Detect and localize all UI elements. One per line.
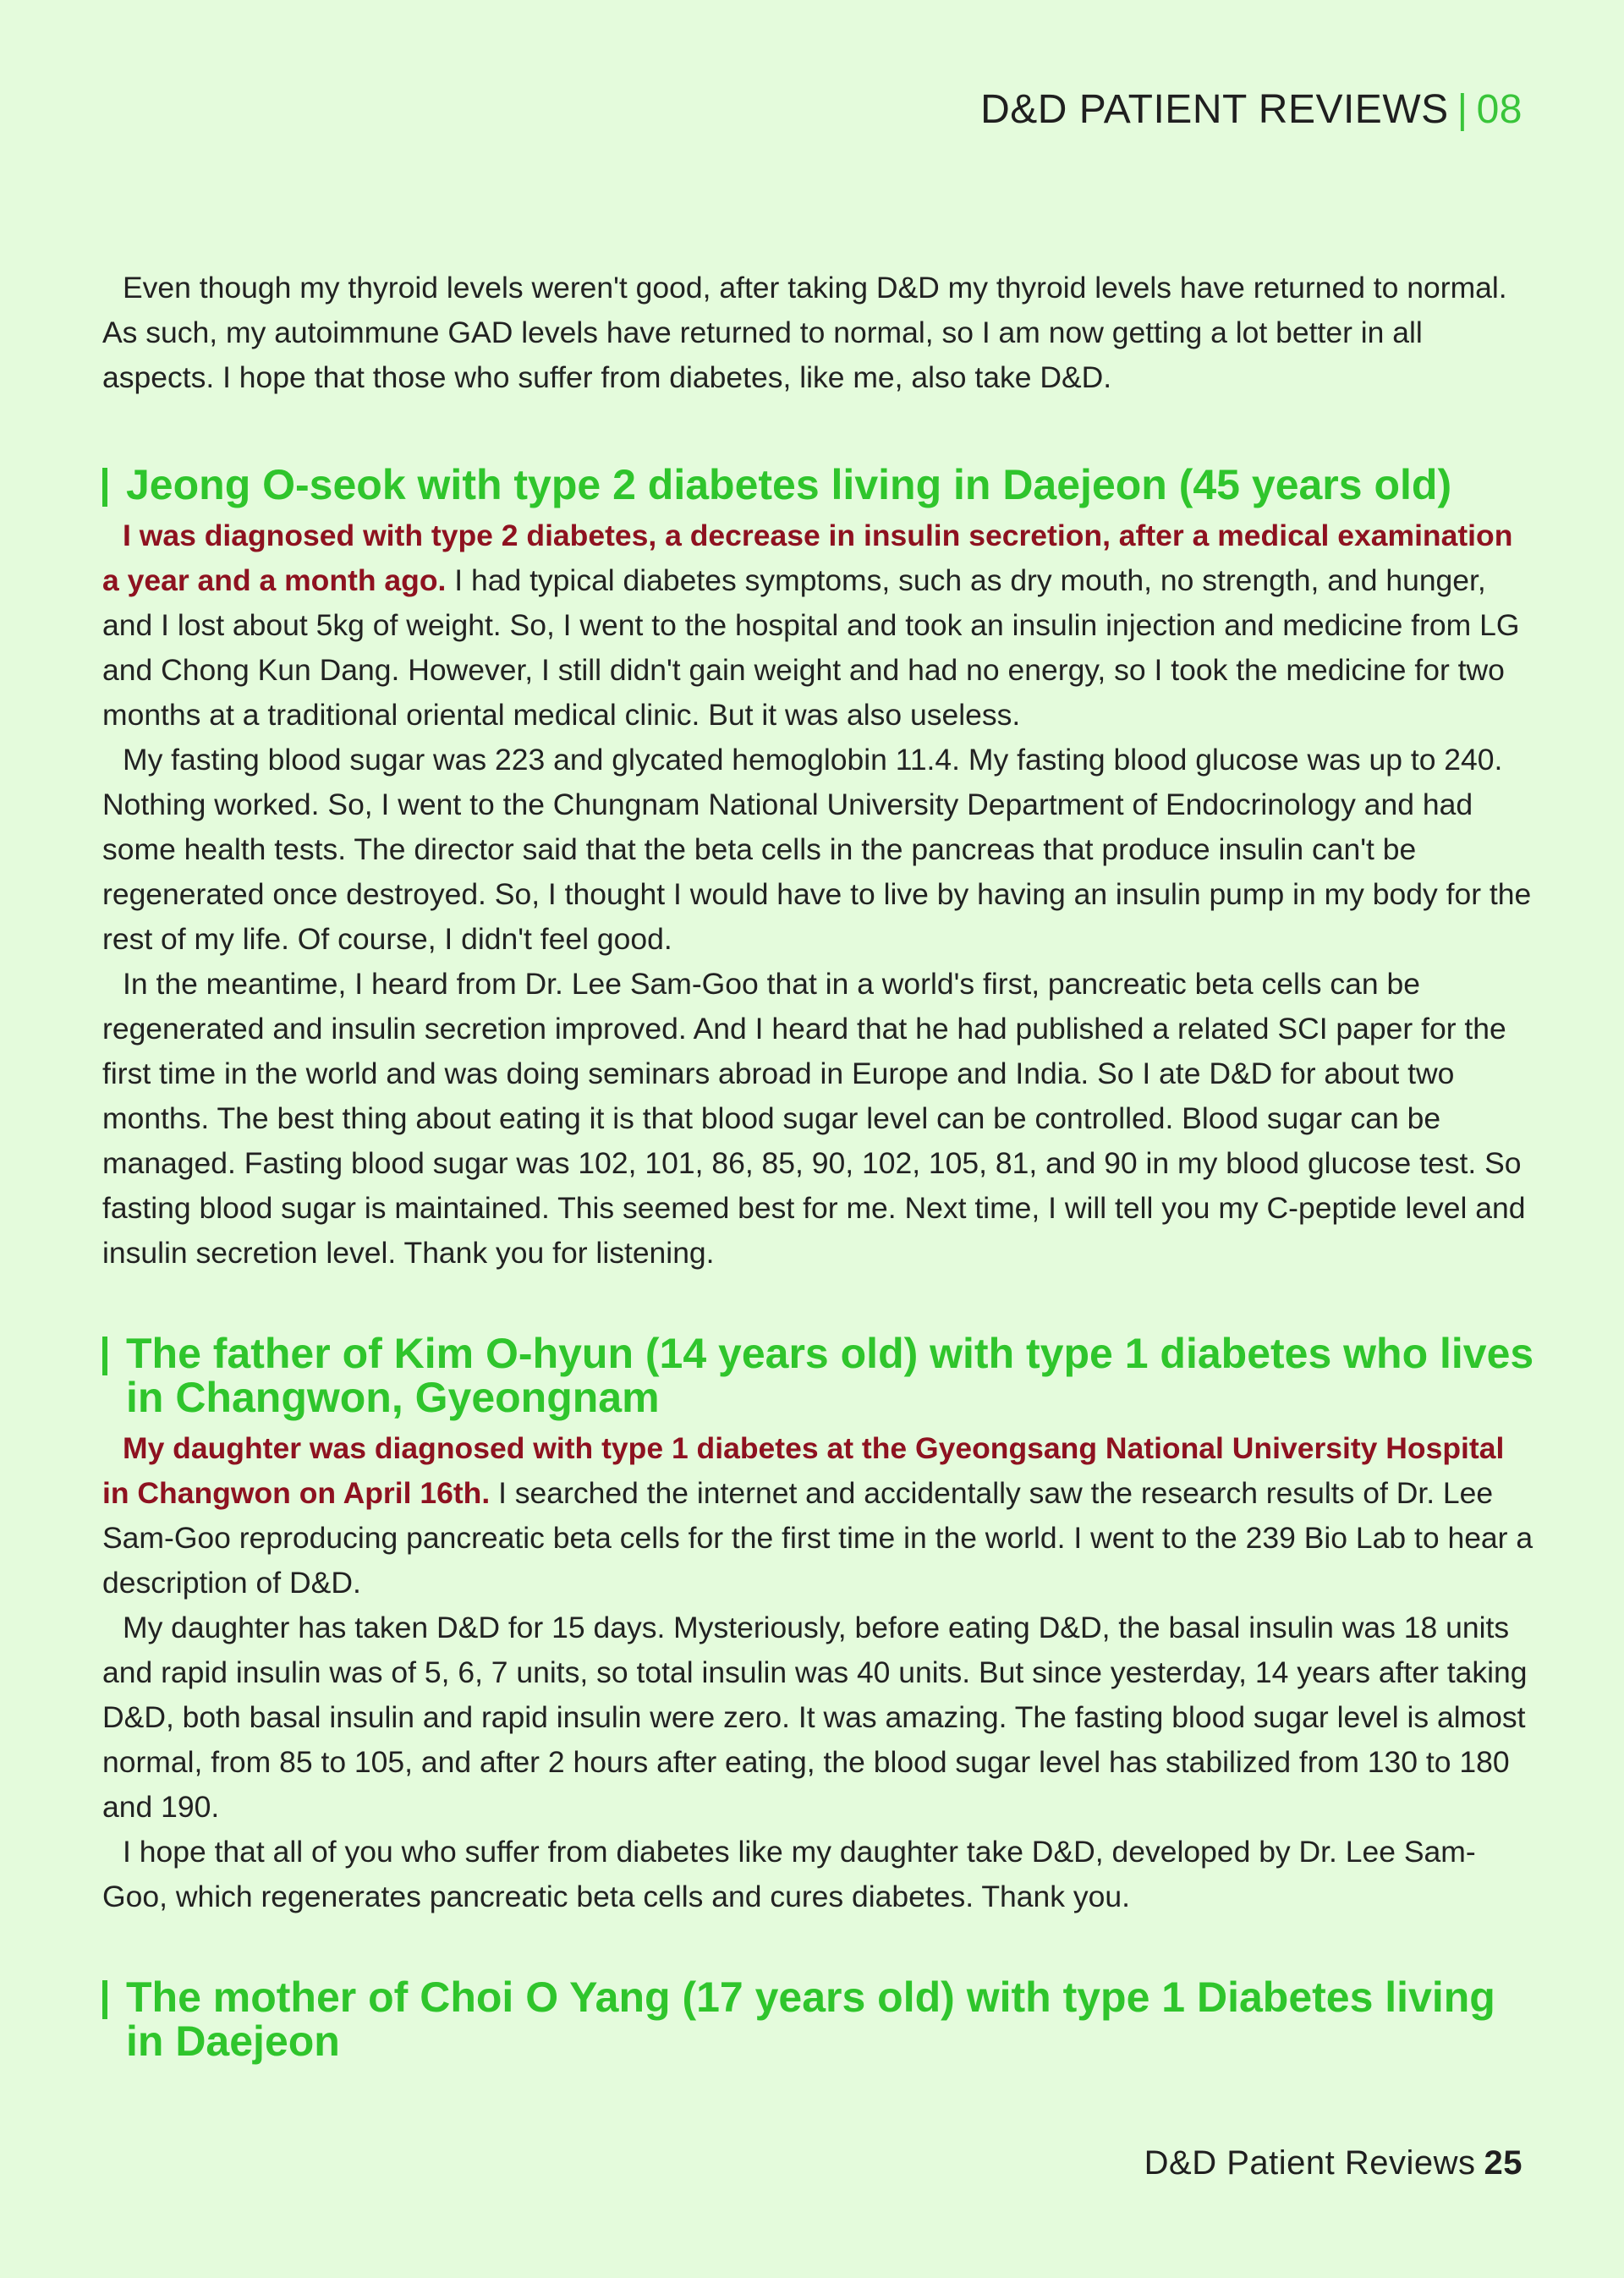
review-paragraph: In the meantime, I heard from Dr. Lee Sam-Goo that in a world's first, pancreatic beta cells can be regenerated and insulin secretion improved. And I heard that he had published a related SCI paper for the first time in the world and was doing seminars abroad in Europe and India. So I ate D&D for about two months. The best thing about eating it is that blood sugar level can be controlled. Blood sugar can be managed. Fasting blood sugar was 102, 101, 86, 85, 90, 102, 105, 81, and 90 in my blood glucose test. So fasting blood sugar is maintained. This seemed best for me. Next time, I will tell you my C-peptide level and insulin secretion level. Thank you for listening. — [102, 967, 1526, 1270]
header-title: D&D PATIENT REVIEWS — [980, 87, 1449, 132]
article-body — [102, 266, 1536, 2063]
running-header — [980, 86, 1522, 133]
review-paragraph: My daughter has taken D&D for 15 days. Mysteriously, before eating D&D, the basal insulin was 18 units and rapid insulin was of 5, 6, 7 units, so total insulin was 40 units. But since yesterday, 14 years after taking D&D, both basal insulin and rapid insulin were zero. It was amazing. The fasting blood sugar level is almost normal, from 85 to 105, and after 2 hours after eating, the blood sugar level has stabilized from 130 to 180 and 190. — [102, 1611, 1528, 1824]
header-page-number: 08 — [1476, 87, 1522, 132]
review-choi-o-yang-mother — [102, 1975, 1536, 2063]
title-bar-marker — [102, 468, 107, 507]
review-paragraph: I was diagnosed with type 2 diabetes, a decrease in insulin secretion, after a medical examination a year and a month ago. I had typical diabetes symptoms, such as dry mouth, no strength, and hunger, and I lost about 5kg of weight. So, I went to the hospital and took an insulin injection and medicine from LG and Chong Kun Dang. However, I still didn't gain weight and had no energy, so I took the medicine for two months at a traditional oriental medical clinic. But it was also useless. — [102, 519, 1520, 732]
review-title: Jeong O-seok with type 2 diabetes living in Daejeon (45 years old) — [102, 463, 1536, 507]
review-jeong-o-seok — [102, 463, 1536, 1276]
highlighted-statement: My daughter was diagnosed with type 1 diabetes at the Gyeongsang National University Hospital in Changwon on April 16th. — [102, 1431, 1505, 1510]
footer-page-number: 25 — [1484, 2144, 1522, 2182]
title-bar-marker — [102, 1980, 107, 2019]
review-paragraph: My daughter was diagnosed with type 1 diabetes at the Gyeongsang National University Hospital in Changwon on April 16th. I searched the internet and accidentally saw the research results of Dr. Lee Sam-Goo reproducing pancreatic beta cells for the first time in the world. I went to the 239 Bio Lab to hear a description of D&D. — [102, 1431, 1533, 1600]
review-kim-o-hyun-father — [102, 1331, 1536, 1919]
review-title: The mother of Choi O Yang (17 years old) with type 1 Diabetes living in Daejeon — [102, 1975, 1536, 2063]
highlighted-statement: I was diagnosed with type 2 diabetes, a decrease in insulin secretion, after a medical examination a year and a month ago. — [102, 519, 1513, 597]
intro-paragraph: Even though my thyroid levels weren't good, after taking D&D my thyroid levels have returned to normal. As such, my autoimmune GAD levels have returned to normal, so I am now getting a lot better in all aspects. I hope that those who suffer from diabetes, like me, also take D&D. — [102, 271, 1507, 394]
review-paragraph: I hope that all of you who suffer from diabetes like my daughter take D&D, developed by Dr. Lee Sam-Goo, which regenerates pancreatic beta cells and cures diabetes. Thank you. — [102, 1835, 1476, 1913]
title-bar-marker — [102, 1337, 107, 1375]
page-footer — [1144, 2144, 1522, 2182]
header-separator: | — [1457, 87, 1468, 132]
footer-label: D&D Patient Reviews — [1144, 2144, 1476, 2182]
review-title: The father of Kim O-hyun (14 years old) with type 1 diabetes who lives in Changwon, Gyeongnam — [102, 1331, 1536, 1419]
review-paragraph: My fasting blood sugar was 223 and glycated hemoglobin 11.4. My fasting blood glucose was up to 240. Nothing worked. So, I went to the Chungnam National University Department of Endocrinology and had some health tests. The director said that the beta cells in the pancreas that produce insulin can't be regenerated once destroyed. So, I thought I would have to live by having an insulin pump in my body for the rest of my life. Of course, I didn't feel good. — [102, 743, 1532, 956]
